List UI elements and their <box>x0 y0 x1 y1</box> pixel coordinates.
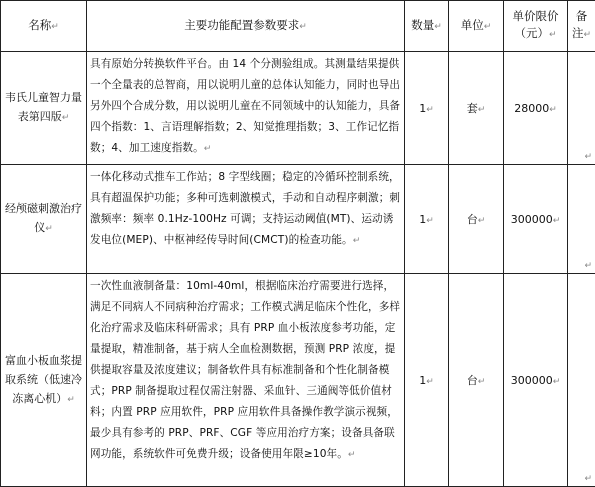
table-header-row <box>1 1 595 52</box>
table-row <box>1 52 595 165</box>
item-name: 富血小板血浆提取系统（低速冷冻离心机）↵ <box>1 274 87 487</box>
item-requirements: 一体化移动式推车工作站；8 字型线圈；稳定的冷循环控制系统，具有超温保护功能；多种可选刺激模式，手动和自动程序刺激；刺激频率：频率 0.1Hz-100Hz 可调；支持运动阈值(MT)、运动诱发电位(MEP)、中枢神经传导时间(CMCT)的检查功能。↵ <box>87 165 405 274</box>
header-price: 单价限价 （元）↵ <box>504 1 568 52</box>
header-note: 备 注↵ <box>568 1 595 52</box>
item-unit: 台↵ <box>449 274 504 487</box>
item-price: 300000↵ <box>504 165 568 274</box>
item-note: ↵ <box>568 274 595 487</box>
item-name: 韦氏儿童智力量表第四版↵ <box>1 52 87 165</box>
item-quantity: 1↵ <box>405 52 449 165</box>
item-price: 300000↵ <box>504 274 568 487</box>
item-note: ↵ <box>568 52 595 165</box>
header-quantity: 数量↵ <box>405 1 449 52</box>
item-note: ↵ <box>568 165 595 274</box>
item-unit: 台↵ <box>449 165 504 274</box>
item-quantity: 1↵ <box>405 165 449 274</box>
table-row <box>1 274 595 487</box>
item-requirements: 一次性血液制备量：10ml-40ml，根据临床治疗需要进行选择，满足不同病人不同病种治疗需求；工作模式满足临床个性化，多样化治疗需求及临床科研需求；具有 PRP 血小板浓度参考功能，定量提取，精准制备，基于病人全血检测数据，预测 PRP 浓度，提供提取容量及浓度建议；制备软件具有标准制备和个性化制备模式；PRP 制备提取过程仅需注射器、采血针、三通阀等低价值材料；内置 PRP 应用软件，PRP 应用软件具备操作教学演示视频，最少具有参考的 PRP、PRF、CGF 等应用治疗方案；设备具备联网功能，系统软件可免费升级；设备使用年限≥10年。↵ <box>87 274 405 487</box>
header-requirements: 主要功能配置参数要求↵ <box>87 1 405 52</box>
item-price: 28000↵ <box>504 52 568 165</box>
item-requirements: 具有原始分转换软件平台。由 14 个分测验组成。其测量结果提供一个全量表的总智商，用以说明儿童的总体认知能力，同时也导出另外四个合成分数，用以说明儿童在不同领域中的认知能力，具备四个指数：1、言语理解指数；2、知觉推理指数；3、工作记忆指数；4、加工速度指数。↵ <box>87 52 405 165</box>
item-name: 经颅磁刺激治疗仪↵ <box>1 165 87 274</box>
table-row <box>1 165 595 274</box>
item-unit: 套↵ <box>449 52 504 165</box>
item-quantity: 1↵ <box>405 274 449 487</box>
header-name: 名称↵ <box>1 1 87 52</box>
header-unit: 单位↵ <box>449 1 504 52</box>
